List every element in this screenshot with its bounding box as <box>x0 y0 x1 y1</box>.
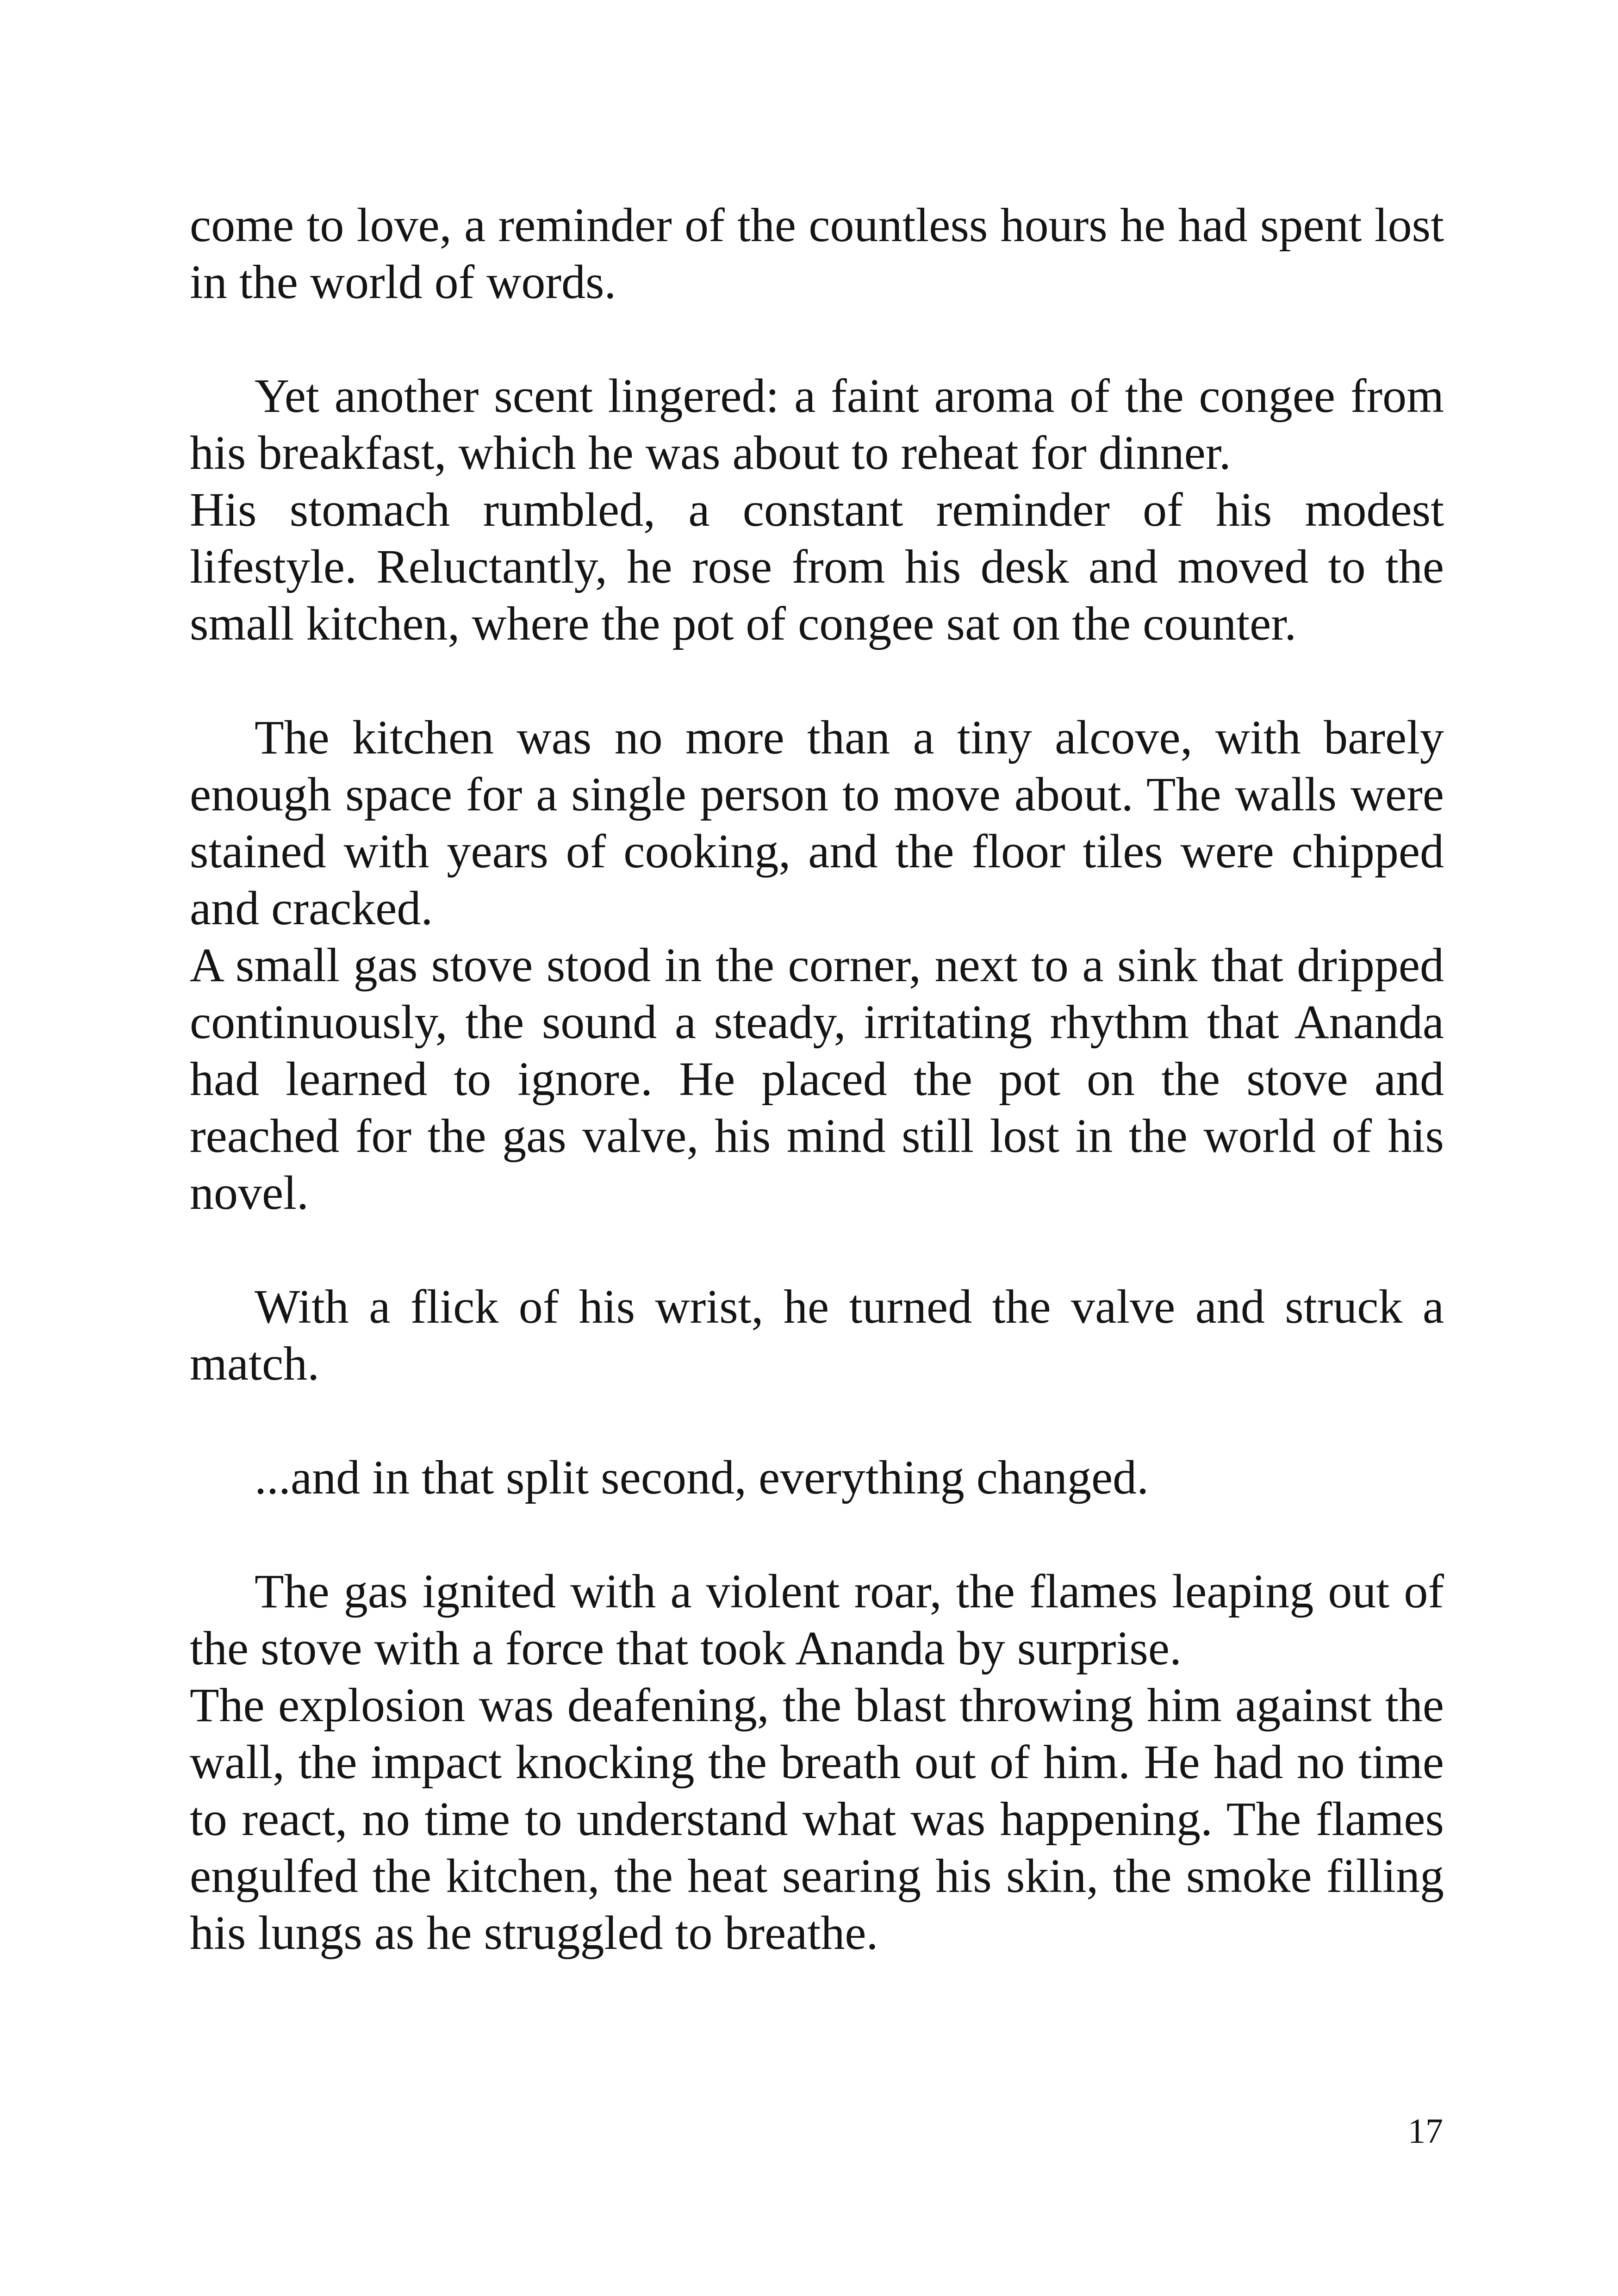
paragraph-ignition: The gas ignited with a violent roar, the flames leaping out of the stove with a force that took Ananda by surprise. <box>190 1565 1444 1675</box>
paragraph-kitchen: The kitchen was no more than a tiny alcove, with barely enough space for a single person to move about. The walls were stained with years of cooking, and the floor tiles were chipped and cracked. <box>190 711 1444 935</box>
paragraph-match: With a flick of his wrist, he turned the valve and struck a match. <box>190 1280 1444 1390</box>
paragraph-stomach: His stomach rumbled, a constant reminder of his modest lifestyle. Reluctantly, he rose from his desk and moved to the small kitchen, where the pot of congee sat on the counter. <box>190 483 1444 650</box>
body-text <box>190 197 1444 1961</box>
paragraph-continuation: come to love, a reminder of the countless hours he had spent lost in the world of words. <box>190 199 1444 309</box>
paragraph-stove: A small gas stove stood in the corner, next to a sink that dripped continuously, the sound a steady, irritating rhythm that Ananda had learned to ignore. He placed the pot on the stove and reached for the gas valve, his mind still lost in the world of his novel. <box>190 939 1444 1220</box>
page-number: 17 <box>1408 2112 1443 2151</box>
paragraph-scent: Yet another scent lingered: a faint aroma of the congee from his breakfast, which he was about to reheat for dinner. <box>190 369 1444 479</box>
paragraph-changed: ...and in that split second, everything changed. <box>255 1451 1149 1504</box>
paragraph-explosion: The explosion was deafening, the blast throwing him against the wall, the impact knocking the breath out of him. He had no time to react, no time to understand what was happening. The flames engulfed the kitchen, the heat searing his skin, the smoke filling his lungs as he struggled to breathe. <box>190 1679 1444 1960</box>
